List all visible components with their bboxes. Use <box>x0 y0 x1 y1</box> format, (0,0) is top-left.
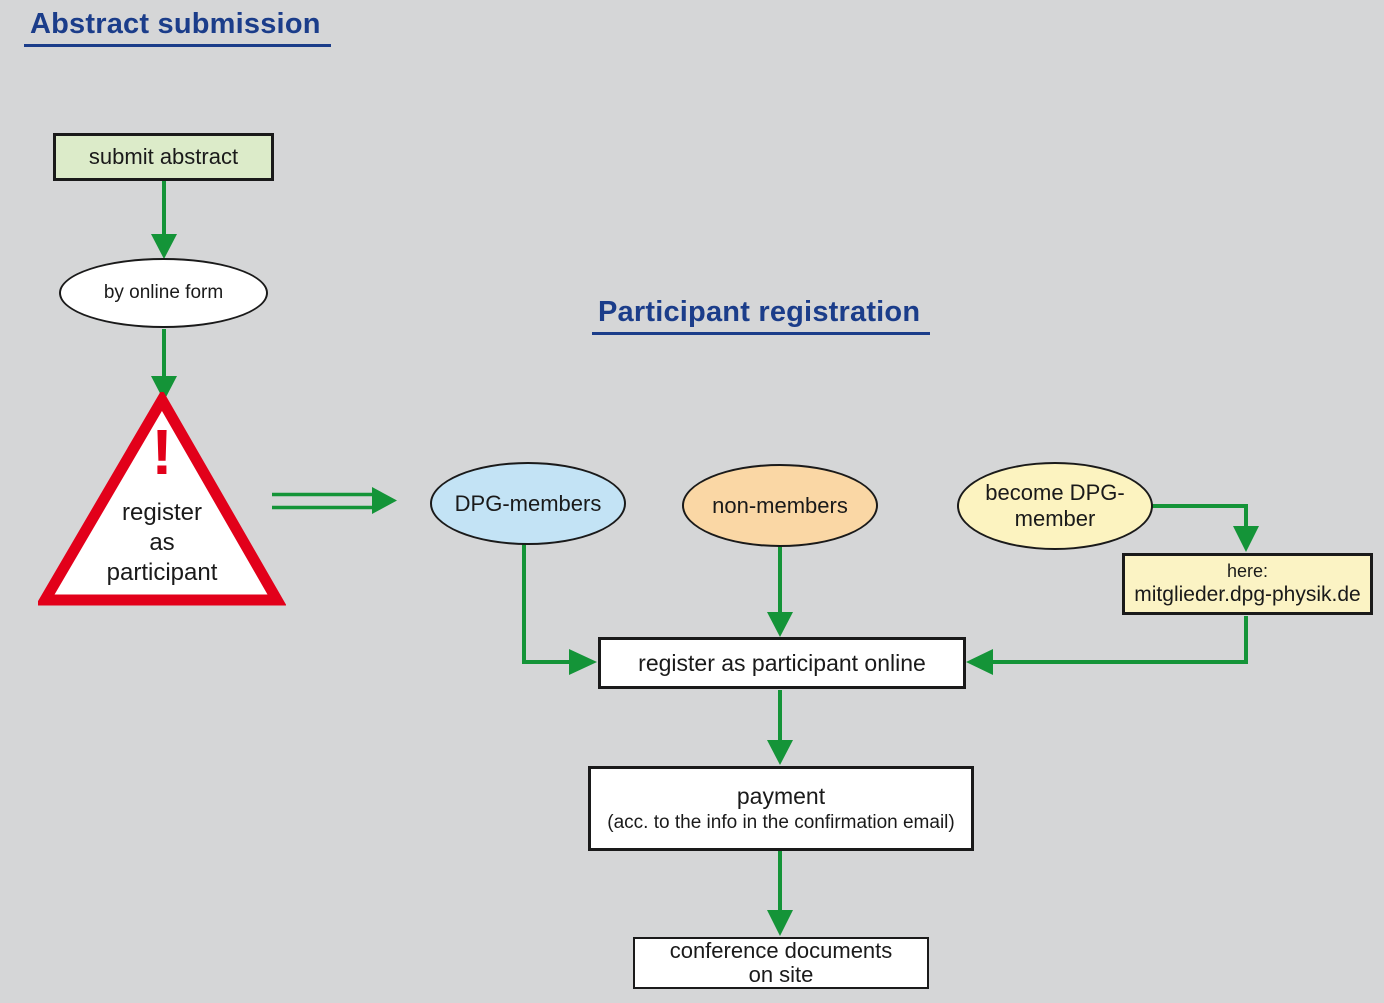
abstract-submission-title: Abstract submission <box>24 8 331 47</box>
warning-text <box>62 498 262 588</box>
register-online-label: register as participant online <box>638 649 926 676</box>
warning-line-2: as <box>149 529 175 556</box>
payment-label: payment <box>736 783 826 809</box>
arrow-form-to-warning <box>151 329 177 401</box>
become-dpg-member-ellipse <box>957 462 1153 550</box>
non-members-ellipse <box>682 464 878 547</box>
arrow-nonmembers-to-register <box>767 546 793 637</box>
arrow-here-to-register <box>966 616 1246 675</box>
mitglieder-url: mitglieder.dpg-physik.de <box>1134 583 1361 607</box>
by-online-form-ellipse <box>59 258 268 328</box>
register-online-box <box>598 637 966 689</box>
submit-abstract-label: submit abstract <box>88 144 239 169</box>
arrow-payment-to-conference <box>767 851 793 936</box>
by-online-form-label: by online form <box>103 282 224 303</box>
warning-line-1: register <box>121 499 203 526</box>
double-arrow-warning-to-registration <box>272 487 397 514</box>
submit-abstract-box <box>53 133 274 181</box>
arrow-register-to-payment <box>767 690 793 765</box>
conference-documents-line-2: on site <box>748 962 814 987</box>
arrow-submit-to-form <box>151 181 177 259</box>
arrow-become-to-here <box>1152 506 1259 552</box>
arrow-dpg-to-register <box>524 544 597 675</box>
participant-registration-title: Participant registration <box>592 296 930 335</box>
conference-documents-line-1: conference documents <box>669 938 893 963</box>
payment-note: (acc. to the info in the confirmation email) <box>607 812 955 833</box>
exclamation-icon: ! <box>151 416 173 488</box>
conference-documents-box <box>633 937 929 989</box>
become-dpg-member-line-1: become DPG- <box>985 480 1125 505</box>
here-mitglieder-box <box>1122 553 1373 615</box>
non-members-label: non-members <box>712 492 848 518</box>
dpg-members-ellipse <box>430 462 626 545</box>
payment-box <box>588 766 974 851</box>
warning-line-3: participant <box>106 559 218 586</box>
become-dpg-member-line-2: member <box>1014 506 1096 531</box>
dpg-members-label: DPG-members <box>454 490 602 516</box>
here-label: here: <box>1226 560 1269 581</box>
